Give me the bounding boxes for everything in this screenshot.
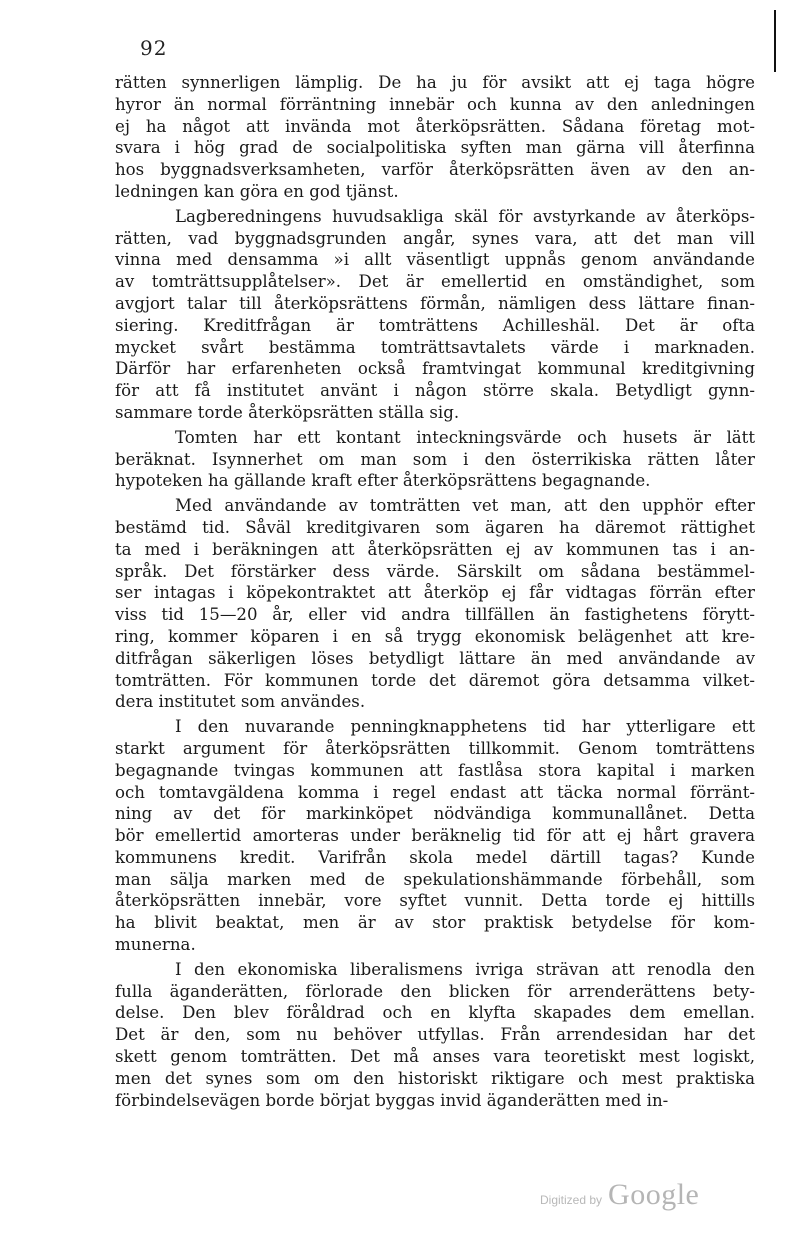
paragraph — [115, 959, 755, 1112]
text-line: dera institutet som användes. — [115, 692, 366, 712]
text-line: ser intagas i köpekontraktet att återköp ej får vidtagas förrän efter — [115, 583, 755, 603]
text-line: I den nuvarande penningknapphetens tid har ytterligare ett — [175, 717, 755, 737]
text-line: språk. Det förstärker dess värde. Särskilt om sådana bestämmel- — [115, 561, 755, 581]
text-line: fulla äganderätten, förlorade den blicken för arrenderättens bety- — [115, 981, 755, 1001]
text-line: återköpsrätten innebär, vore syftet vunnit. Detta torde ej hittills — [115, 891, 755, 911]
text-line: Med användande av tomträtten vet man, att den upphör efter — [175, 496, 755, 516]
text-line: delse. Den blev föråldrad och en klyfta skapades dem emellan. — [115, 1003, 755, 1023]
paragraph — [115, 206, 755, 424]
paragraph — [115, 716, 755, 956]
text-line: munerna. — [115, 935, 196, 955]
text-line: man sälja marken med de spekulationshämmande förbehåll, som — [115, 869, 755, 889]
text-line: kommunens kredit. Varifrån skola medel därtill tagas? Kunde — [115, 847, 755, 867]
text-line: siering. Kreditfrågan är tomträttens Achilleshäl. Det är ofta — [115, 315, 755, 335]
text-line: sammare torde återköpsrätten ställa sig. — [115, 402, 460, 422]
text-line: bör emellertid amorteras under beräknelig tid för att ej hårt gravera — [115, 826, 755, 846]
paragraph — [115, 72, 755, 203]
text-line: för att få institutet använt i någon större skala. Betydligt gynn- — [115, 381, 755, 401]
text-line: av tomträttsupplåtelser». Det är emellertid en omständighet, som — [115, 272, 755, 292]
text-line: hyror än normal förräntning innebär och kunna av den anledningen — [115, 94, 755, 114]
text-line: rätten, vad byggnadsgrunden angår, synes vara, att det man vill — [115, 228, 755, 248]
text-line: vinna med densamma »i allt väsentligt uppnås genom användande — [115, 250, 755, 270]
text-line: hos byggnadsverksamheten, varför återköpsrätten även av den an- — [115, 160, 755, 180]
text-line: men det synes som om den historiskt riktigare och mest praktiska — [115, 1068, 755, 1088]
text-line: och tomtavgäldena komma i regel endast att täcka normal förränt- — [115, 782, 755, 802]
watermark-prefix: Digitized by — [540, 1193, 603, 1207]
text-line: svara i hög grad de socialpolitiska syften man gärna vill återfinna — [115, 138, 755, 158]
text-line: skett genom tomträtten. Det må anses vara teoretiskt mest logiskt, — [115, 1047, 755, 1067]
text-line: Därför har erfarenheten också framtvingat kommunal kreditgivning — [115, 359, 755, 379]
text-line: ha blivit beaktat, men är av stor praktisk betydelse för kom- — [115, 913, 755, 933]
text-line: ta med i beräkningen att återköpsrätten ej av kommunen tas i an- — [115, 539, 755, 559]
page-edge-rule — [774, 10, 776, 72]
text-line: ledningen kan göra en god tjänst. — [115, 181, 399, 201]
text-line: förbindelsevägen borde börjat byggas invid äganderätten med in- — [115, 1090, 669, 1110]
text-line: I den ekonomiska liberalismens ivriga strävan att renodla den — [175, 959, 755, 979]
text-line: viss tid 15—20 år, eller vid andra tillfällen än fastighetens förytt- — [115, 605, 755, 625]
text-line: Tomten har ett kontant inteckningsvärde och husets är lätt — [175, 427, 755, 447]
text-line: ej ha något att invända mot återköpsrätten. Sådana företag mot- — [115, 116, 755, 136]
text-line: beräknat. Isynnerhet om man som i den österrikiska rätten låter — [115, 449, 755, 469]
text-line: tomträtten. För kommunen torde det däremot göra detsamma vilket- — [115, 670, 755, 690]
text-line: Lagberedningens huvudsakliga skäl för avstyrkande av återköps- — [175, 206, 755, 226]
paragraph — [115, 495, 755, 713]
google-logo-text: Google — [608, 1178, 700, 1211]
text-line: rätten synnerligen lämplig. De ha ju för avsikt att ej taga högre — [115, 73, 755, 92]
page-number: 92 — [140, 36, 168, 60]
text-line: ring, kommer köparen i en så trygg ekonomisk belägenhet att kre- — [115, 626, 755, 646]
text-line: ning av det för markinköpet nödvändiga kommunallånet. Detta — [115, 804, 755, 824]
paragraph — [115, 427, 755, 492]
text-line: hypoteken ha gällande kraft efter återköpsrättens begagnande. — [115, 471, 651, 491]
digitized-watermark — [540, 1178, 699, 1212]
text-line: begagnande tvingas kommunen att fastlåsa stora kapital i marken — [115, 760, 755, 780]
text-line: Det är den, som nu behöver utfyllas. Från arrendesidan har det — [115, 1025, 755, 1045]
text-line: mycket svårt bestämma tomträttsavtalets värde i marknaden. — [115, 337, 755, 357]
text-line: starkt argument för återköpsrätten tillkommit. Genom tomträttens — [115, 738, 755, 758]
text-line: avgjort talar till återköpsrättens förmån, nämligen dess lättare finan- — [115, 293, 755, 313]
text-body — [115, 72, 755, 1114]
text-line: ditfrågan säkerligen löses betydligt lättare än med användande av — [115, 648, 755, 668]
text-line: bestämd tid. Såväl kreditgivaren som ägaren ha däremot rättighet — [115, 517, 755, 537]
